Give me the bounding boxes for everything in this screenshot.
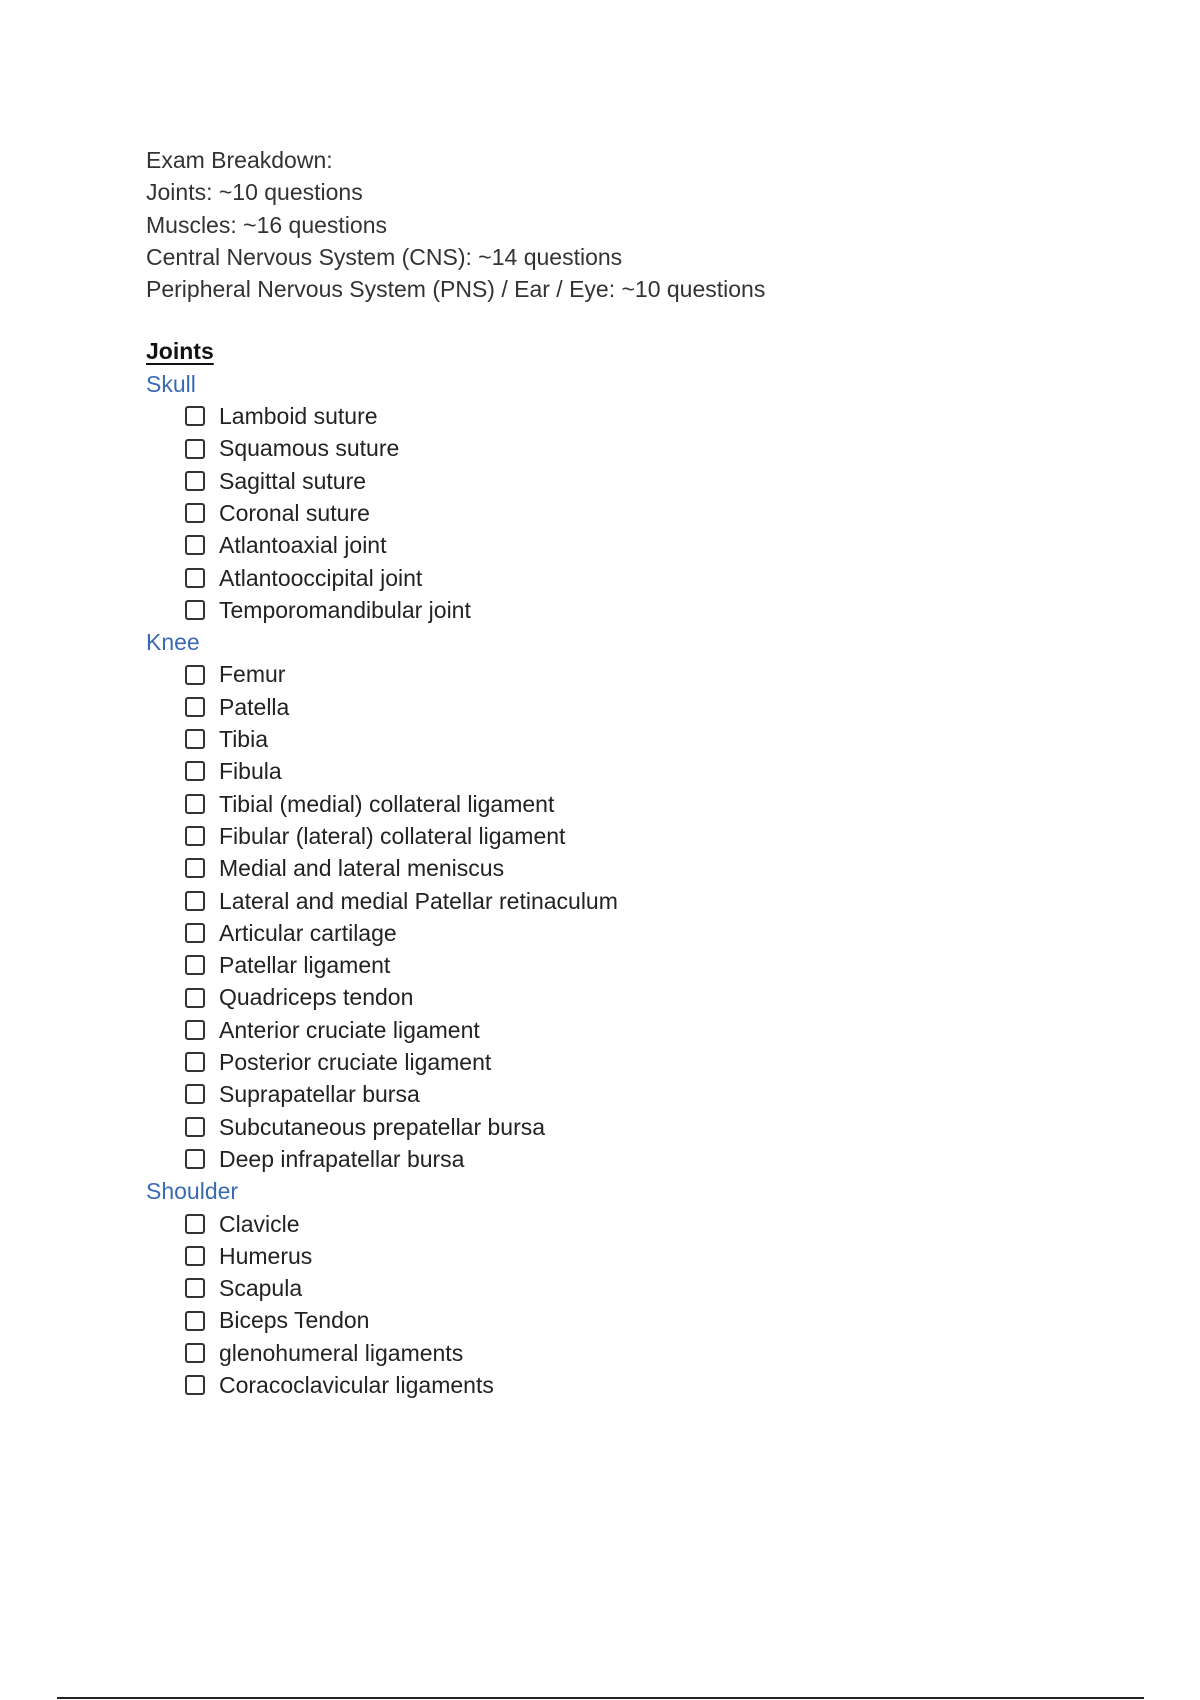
checklist-item-label: Patella — [219, 693, 290, 720]
joints-heading: Joints — [146, 338, 214, 365]
checklist-item-label: Biceps Tendon — [219, 1307, 370, 1334]
checkbox-icon[interactable] — [185, 665, 205, 685]
checklist-item — [146, 1208, 1046, 1240]
document-content — [146, 144, 1046, 1401]
exam-breakdown — [146, 144, 1046, 305]
checkbox-icon[interactable] — [185, 826, 205, 846]
checkbox-icon[interactable] — [185, 1117, 205, 1137]
spacer — [146, 305, 1046, 335]
section-title-knee: Knee — [146, 629, 200, 656]
checklist-item — [146, 691, 1046, 723]
checkbox-icon[interactable] — [185, 1084, 205, 1104]
checklist-item — [146, 820, 1046, 852]
checklist-item — [146, 658, 1046, 690]
checkbox-icon[interactable] — [185, 503, 205, 523]
checklist-item — [146, 432, 1046, 464]
checklist-item-label: Humerus — [219, 1242, 313, 1269]
checkbox-icon[interactable] — [185, 923, 205, 943]
checklist-item-label: Atlantooccipital joint — [219, 564, 423, 591]
checklist-item — [146, 1369, 1046, 1401]
checklist-item-label: Femur — [219, 661, 286, 688]
checkbox-icon[interactable] — [185, 1343, 205, 1363]
checklist-item-label: Coracoclavicular ligaments — [219, 1371, 494, 1398]
checkbox-icon[interactable] — [185, 794, 205, 814]
checkbox-icon[interactable] — [185, 955, 205, 975]
checklist-item-label: Lateral and medial Patellar retinaculum — [219, 887, 618, 914]
breakdown-line: Muscles: ~16 questions — [146, 211, 387, 238]
checkbox-icon[interactable] — [185, 439, 205, 459]
checklist-item — [146, 917, 1046, 949]
checklist-item-label: Quadriceps tendon — [219, 984, 414, 1011]
checklist-item-label: Anterior cruciate ligament — [219, 1016, 480, 1043]
checklist-item-label: Fibula — [219, 758, 282, 785]
checklist-item-label: Atlantoaxial joint — [219, 532, 387, 559]
checklist-item-label: Patellar ligament — [219, 952, 391, 979]
checklist-item-label: Subcutaneous prepatellar bursa — [219, 1113, 546, 1140]
checklist-item — [146, 1304, 1046, 1336]
checkbox-icon[interactable] — [185, 761, 205, 781]
breakdown-title: Exam Breakdown: — [146, 147, 333, 173]
checklist-item-label: Posterior cruciate ligament — [219, 1049, 492, 1076]
section-title-shoulder: Shoulder — [146, 1178, 239, 1205]
checkbox-icon[interactable] — [185, 535, 205, 555]
checklist-item — [146, 885, 1046, 917]
checklist-item-label: Clavicle — [219, 1210, 300, 1237]
breakdown-line: Central Nervous System (CNS): ~14 questions — [146, 243, 623, 270]
checklist-item-label: Coronal suture — [219, 499, 370, 526]
checkbox-icon[interactable] — [185, 471, 205, 491]
checklist-item — [146, 1014, 1046, 1046]
checkbox-icon[interactable] — [185, 858, 205, 878]
checklist-item — [146, 529, 1046, 561]
checklist-item — [146, 755, 1046, 787]
checklist-item-label: Squamous suture — [219, 435, 400, 462]
joints-sections — [146, 368, 1046, 1402]
checklist-item-label: Temporomandibular joint — [219, 596, 471, 623]
checklist-item — [146, 1143, 1046, 1175]
checklist-item-label: Lamboid suture — [219, 403, 378, 430]
checklist-item — [146, 1337, 1046, 1369]
checkbox-icon[interactable] — [185, 1149, 205, 1169]
checklist-item — [146, 400, 1046, 432]
checklist-item — [146, 497, 1046, 529]
checklist-item — [146, 788, 1046, 820]
checklist-item-label: Articular cartilage — [219, 919, 397, 946]
checklist-item-label: Fibular (lateral) collateral ligament — [219, 822, 566, 849]
checklist-item — [146, 723, 1046, 755]
checklist-item — [146, 465, 1046, 497]
checkbox-icon[interactable] — [185, 406, 205, 426]
checklist-item — [146, 1272, 1046, 1304]
checkbox-icon[interactable] — [185, 1375, 205, 1395]
checklist-item-label: Medial and lateral meniscus — [219, 855, 505, 882]
checkbox-icon[interactable] — [185, 1052, 205, 1072]
checkbox-icon[interactable] — [185, 1020, 205, 1040]
checkbox-icon[interactable] — [185, 568, 205, 588]
checkbox-icon[interactable] — [185, 729, 205, 749]
checklist-item — [146, 981, 1046, 1013]
checkbox-icon[interactable] — [185, 1311, 205, 1331]
checklist-item-label: Scapula — [219, 1275, 303, 1302]
checkbox-icon[interactable] — [185, 600, 205, 620]
page-bottom-rule — [57, 1697, 1144, 1699]
checkbox-icon[interactable] — [185, 891, 205, 911]
checkbox-icon[interactable] — [185, 1214, 205, 1234]
breakdown-line: Peripheral Nervous System (PNS) / Ear / Eye: ~10 questions — [146, 276, 766, 303]
checklist-item-label: glenohumeral ligaments — [219, 1339, 464, 1366]
checklist-item-label: Sagittal suture — [219, 467, 367, 494]
checkbox-icon[interactable] — [185, 697, 205, 717]
checklist-item — [146, 852, 1046, 884]
checklist-item-label: Tibia — [219, 726, 268, 753]
checkbox-icon[interactable] — [185, 1246, 205, 1266]
checklist-item-label: Suprapatellar bursa — [219, 1081, 420, 1108]
checklist-item-label: Deep infrapatellar bursa — [219, 1145, 465, 1172]
checklist-item — [146, 1078, 1046, 1110]
checklist-item — [146, 1111, 1046, 1143]
checklist-item-label: Tibial (medial) collateral ligament — [219, 790, 555, 817]
checklist-item — [146, 1240, 1046, 1272]
checklist-item — [146, 1046, 1046, 1078]
checkbox-icon[interactable] — [185, 988, 205, 1008]
checklist-item — [146, 562, 1046, 594]
checklist-item — [146, 949, 1046, 981]
section-title-skull: Skull — [146, 370, 196, 397]
checkbox-icon[interactable] — [185, 1278, 205, 1298]
checklist-item — [146, 594, 1046, 626]
breakdown-line: Joints: ~10 questions — [146, 179, 363, 206]
